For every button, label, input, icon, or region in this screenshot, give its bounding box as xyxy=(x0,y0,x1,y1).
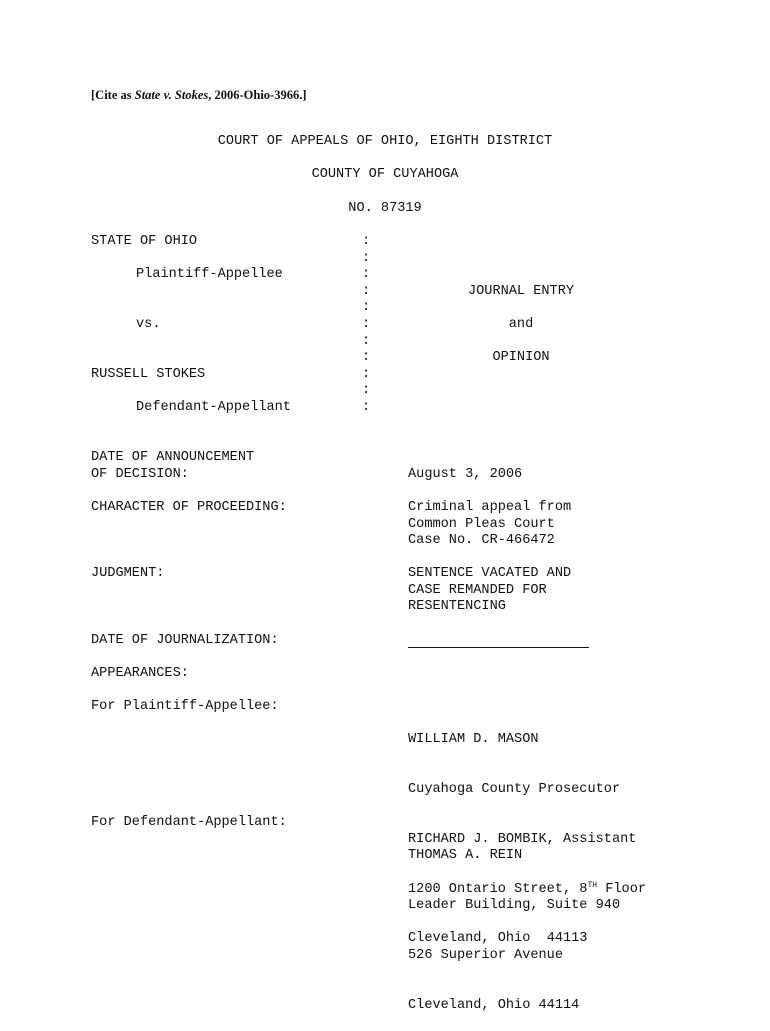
cite-case-name: State v. Stokes xyxy=(134,88,209,102)
caption-colon: : xyxy=(362,383,371,399)
plaintiff-role: Plaintiff-Appellee xyxy=(136,267,283,282)
caption-colon: : xyxy=(362,366,371,382)
defendant-role: Defendant-Appellant xyxy=(136,400,291,415)
appellee-address-street: 1200 Ontario Street, 8 xyxy=(408,881,588,897)
caption-colon: : xyxy=(362,283,371,299)
announcement-label-line: DATE OF ANNOUNCEMENT xyxy=(91,450,255,465)
appellant-counsel-block xyxy=(408,815,620,1031)
judgment-label: JUDGMENT: xyxy=(91,566,165,581)
judgment-value-line: RESENTENCING xyxy=(408,599,506,615)
appellee-counsel-line: Cleveland, Ohio 44113 xyxy=(408,931,588,947)
defendant-name: RUSSELL STOKES xyxy=(91,367,206,382)
appellant-counsel-line: 526 Superior Avenue xyxy=(408,947,563,963)
caption-colon: : xyxy=(362,333,371,349)
caption-divider xyxy=(362,234,370,417)
character-value-line: Common Pleas Court xyxy=(408,516,555,532)
case-number: NO. 87319 xyxy=(348,201,422,216)
character-value-line: Case No. CR-466472 xyxy=(408,533,555,549)
entry-title-journal: JOURNAL ENTRY xyxy=(467,284,575,299)
caption-colon: : xyxy=(362,350,371,366)
character-value-line: Criminal appeal from xyxy=(408,500,572,515)
appellant-counsel-line: Leader Building, Suite 940 xyxy=(408,897,621,913)
appellant-counsel-label: For Defendant-Appellant: xyxy=(91,815,287,830)
cite-suffix: , 2006-Ohio-3966.] xyxy=(208,88,307,102)
journalization-blank-line xyxy=(408,633,589,648)
judgment-value-line: SENTENCE VACATED AND xyxy=(408,566,572,581)
entry-title-opinion: OPINION xyxy=(492,350,550,365)
entry-title-and: and xyxy=(508,317,534,332)
character-value xyxy=(408,500,571,550)
appellee-counsel-line: RICHARD J. BOMBIK, Assistant xyxy=(408,831,637,847)
cite-prefix: [Cite as xyxy=(91,88,135,102)
versus: vs. xyxy=(136,317,161,332)
journalization-blank xyxy=(408,633,589,653)
plaintiff-name: STATE OF OHIO xyxy=(91,234,198,249)
announcement-label xyxy=(91,450,254,483)
character-label: CHARACTER OF PROCEEDING: xyxy=(91,500,287,515)
caption-colon: : xyxy=(362,300,371,316)
cite-line xyxy=(91,88,307,103)
appellant-counsel-line: THOMAS A. REIN xyxy=(408,848,523,864)
judgment-value xyxy=(408,566,571,616)
caption-colon: : xyxy=(362,316,371,332)
announcement-label-line: OF DECISION: xyxy=(91,466,189,482)
appellee-counsel-line: Cuyahoga County Prosecutor xyxy=(408,781,621,797)
ordinal-suffix: TH xyxy=(587,880,598,890)
caption-colon: : xyxy=(362,399,371,415)
announcement-value: August 3, 2006 xyxy=(408,467,523,482)
journalization-label: DATE OF JOURNALIZATION: xyxy=(91,633,279,648)
appellee-address-floor: Floor xyxy=(597,881,647,897)
caption-colon: : xyxy=(362,234,371,249)
appellee-counsel-line: WILLIAM D. MASON xyxy=(408,732,539,748)
judgment-value-line: CASE REMANDED FOR xyxy=(408,582,547,598)
caption-colon: : xyxy=(362,250,371,266)
county-name: COUNTY OF CUYAHOGA xyxy=(311,167,459,182)
appearances-label: APPEARANCES: xyxy=(91,666,189,681)
appellee-counsel-label: For Plaintiff-Appellee: xyxy=(91,699,279,714)
appellant-counsel-line: Cleveland, Ohio 44114 xyxy=(408,997,580,1013)
caption-colon: : xyxy=(362,267,371,283)
court-name: COURT OF APPEALS OF OHIO, EIGHTH DISTRICT xyxy=(217,134,553,149)
